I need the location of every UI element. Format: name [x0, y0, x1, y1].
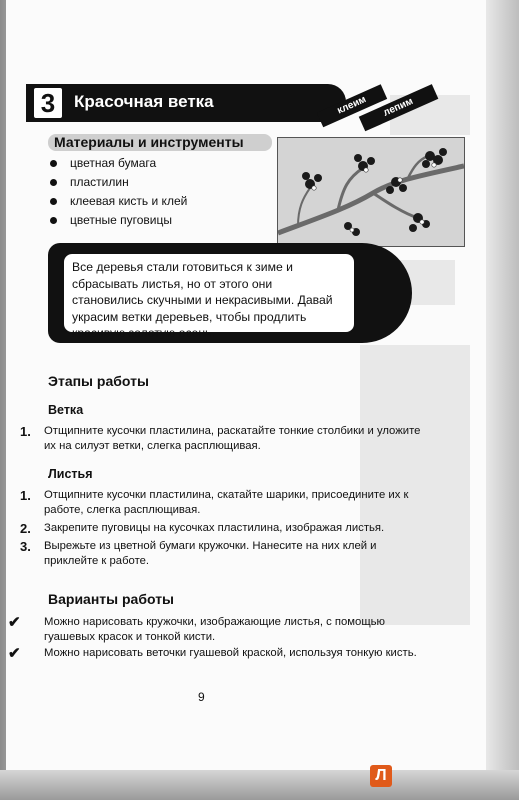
- lesson-title: Красочная ветка: [74, 92, 214, 111]
- step-text: Отщипните кусочки пластилина, раскатайте тонкие столбики и уложите их на силуэт ветки, слегка расплющивая.: [44, 425, 421, 452]
- bottom-edge: [0, 770, 519, 800]
- branch-drawing: [278, 138, 464, 246]
- step-number: 3.: [20, 539, 31, 554]
- step-number: 2.: [20, 521, 31, 536]
- step-number: 1.: [20, 488, 31, 503]
- list-item: пластилин: [50, 173, 187, 192]
- badge-glue: клеим: [317, 84, 387, 127]
- variant-text: Можно нарисовать веточки гуашевой краской, используя тонкую кисть.: [44, 647, 417, 659]
- page-edge: [486, 0, 519, 800]
- checkmark-icon: ✔: [8, 645, 21, 662]
- list-item: цветная бумага: [50, 154, 187, 173]
- step-number: 1.: [20, 424, 31, 439]
- bullet-icon: [50, 198, 57, 205]
- bullet-icon: [50, 217, 57, 224]
- step-text: Отщипните кусочки пластилина, скатайте шарики, присоедините их к работе, слегка расплющивая.: [44, 489, 409, 516]
- bleed-through: [360, 345, 470, 625]
- bullet-icon: [50, 160, 57, 167]
- badge-sculpt: лепим: [359, 84, 439, 131]
- stages-heading: Этапы работы: [48, 373, 149, 389]
- branch-illustration: [277, 137, 465, 247]
- variant-text: Можно нарисовать кружочки, изображающие листья, с помощью гуашевых красок и тонкой кисти.: [44, 616, 385, 643]
- lesson-number: 3: [32, 86, 64, 120]
- intro-text: Все деревья стали готовиться к зиме и сбрасывать листья, но от этого они становились скучными и некрасивыми. Давай украсим ветки деревьев, чтобы продлить красивую золотую осень.: [62, 252, 356, 334]
- step-text: Вырежьте из цветной бумаги кружочки. Нанесите на них клей и приклейте к работе.: [44, 540, 377, 567]
- list-item: клеевая кисть и клей: [50, 192, 187, 211]
- watermark-logo: Л: [370, 765, 392, 787]
- materials-list: [50, 154, 187, 230]
- variants-heading: Варианты работы: [48, 591, 174, 607]
- bullet-icon: [50, 179, 57, 186]
- checkmark-icon: ✔: [8, 614, 21, 631]
- step-text: Закрепите пуговицы на кусочках пластилина, изображая листья.: [44, 522, 385, 534]
- list-item: цветные пуговицы: [50, 211, 187, 230]
- branch-heading: Ветка: [48, 403, 84, 417]
- page-number: 9: [198, 690, 205, 704]
- leaves-heading: Листья: [48, 467, 93, 481]
- materials-heading: Материалы и инструменты: [48, 134, 272, 151]
